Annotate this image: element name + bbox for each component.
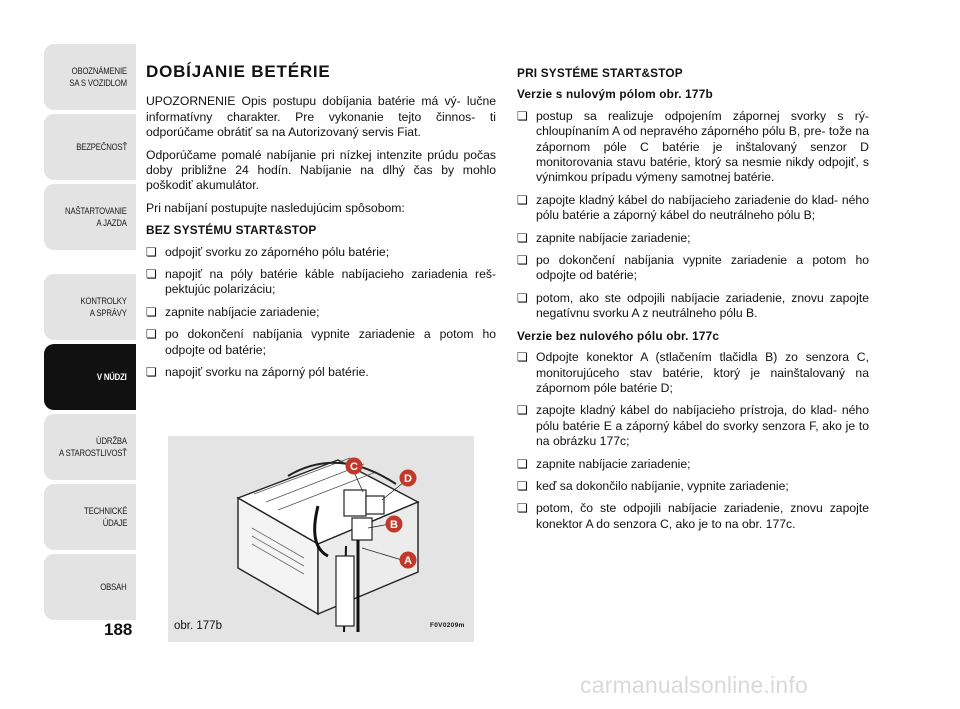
section-title: DOBÍJANIE BETÉRIE	[146, 62, 331, 81]
list-item: ❏ zapojte kladný kábel do nabíjacieho prístroja, do klad- ného pólu batérie E a záporný kábel do svorky senzora F, ako je to na obrázku 177c;	[517, 403, 869, 449]
tab-label: BEZPEČNOSŤ	[76, 142, 127, 152]
list-item: ❏ napojiť svorku na záporný pól batérie.	[146, 365, 496, 380]
tab-udrzba[interactable]	[44, 414, 136, 480]
list-item: ❏ postup sa realizuje odpojením zápornej svorky s rý- chloupínaním A od nepravého záporného pólu B, pre- tože na zápornom póle C batérie je inštalovaný senzor D monitorovania stavu batérie, ktorý sa nesmie nikdy odpojiť, s výnimkou prípadu výmeny samotnej batérie.	[517, 109, 869, 186]
steps-list-neutral-pole	[517, 109, 869, 322]
tab-bezpecnost[interactable]	[44, 114, 136, 180]
marker-b	[386, 516, 403, 533]
list-item: ❏ napojiť na póly batérie káble nabíjacieho zariadenia reš- pektujúc polarizáciu;	[146, 267, 496, 298]
marker-label: C	[350, 461, 358, 473]
tab-label: V NÚDZI	[97, 372, 127, 382]
page-number: 188	[104, 620, 133, 639]
tab-v-nudzi[interactable]	[44, 344, 136, 410]
left-column	[146, 64, 496, 388]
list-item: ❏ zapnite nabíjacie zariadenie;	[517, 457, 869, 472]
battery-illustration	[168, 436, 474, 642]
figure-code: F0V0209m	[430, 622, 465, 629]
list-item: ❏ potom, čo ste odpojili nabíjacie zariadenie, znovu zapojte konektor A do senzora C, ako je to na obr. 177c.	[517, 501, 869, 532]
list-item: ❏ odpojiť svorku zo záporného pólu batérie;	[146, 245, 496, 260]
tab-label: OBOZNÁMENIE SA S VOZIDLOM	[69, 66, 127, 88]
marker-d	[400, 470, 417, 487]
figure-caption: obr. 177b	[174, 620, 222, 632]
warning-paragraph: UPOZORNENIE Opis postupu dobíjania batérie má vý- lučne informatívny charakter. Pre vykonanie tejto činnos- ti odporúčame obrátiť sa na Autorizovaný servis Fiat.	[146, 94, 496, 140]
marker-label: D	[404, 473, 412, 485]
tab-oboznamenie[interactable]	[44, 44, 136, 110]
marker-label: B	[390, 519, 398, 531]
tab-label: TECHNICKÉ ÚDAJE	[83, 506, 127, 528]
list-item: ❏ keď sa dokončilo nabíjanie, vypnite zariadenie;	[517, 479, 869, 494]
tab-nastartovanie[interactable]	[44, 184, 136, 250]
subheading-without-start-stop: BEZ SYSTÉMU START&STOP	[146, 223, 317, 238]
list-item: ❏ po dokončení nabíjania vypnite zariadenie a potom ho odpojte od batérie;	[517, 253, 869, 284]
intro-paragraph: Odporúčame pomalé nabíjanie pri nízkej intenzite prúdu počas doby približne 24 hodín. Nabíjanie na dlhý čas by mohlo poškodiť akumulátor.	[146, 147, 496, 193]
subheading-no-neutral-pole: Verzie bez nulového pólu obr. 177c	[517, 328, 720, 343]
marker-c	[346, 458, 363, 475]
list-item: ❏ po dokončení nabíjania vypnite zariadenie a potom ho odpojte od batérie;	[146, 327, 496, 358]
battery-figure	[168, 436, 474, 642]
tab-label: OBSAH	[100, 582, 127, 592]
list-item: ❏ zapojte kladný kábel do nabíjacieho zariadenie do klad- ného pólu batérie a záporný kábel do neutrálneho pólu B;	[517, 193, 869, 224]
subheading-neutral-pole: Verzie s nulovým pólom obr. 177b	[517, 87, 713, 102]
tab-label: ÚDRŽBA A STAROSTLIVOSŤ	[59, 436, 127, 458]
subheading-with-start-stop: PRI SYSTÉME START&STOP	[517, 66, 683, 80]
tab-label: KONTROLKY A SPRÁVY	[80, 296, 127, 318]
list-item: ❏ Odpojte konektor A (stlačením tlačidla B) zo senzora C, monitorujúceho stav batérie, ktorý je nainštalovaný na zápornom póle batérie D;	[517, 350, 869, 396]
steps-list-no-neutral-pole	[517, 350, 869, 532]
tab-kontrolky[interactable]	[44, 274, 136, 340]
tab-obsah[interactable]	[44, 554, 136, 620]
tab-label: NAŠTARTOVANIE A JAZDA	[65, 206, 127, 228]
list-item: ❏ zapnite nabíjacie zariadenie;	[146, 305, 496, 320]
procedure-intro: Pri nabíjaní postupujte nasledujúcim spôsobom:	[146, 200, 405, 215]
watermark: carmanualsonline.info	[580, 672, 808, 698]
steps-list-without-start-stop	[146, 245, 496, 381]
right-column	[517, 66, 869, 539]
list-item: ❏ potom, ako ste odpojili nabíjacie zariadenie, znovu zapojte negatívnu svorku A z neutrálneho pólu B.	[517, 291, 869, 322]
marker-a	[400, 552, 417, 569]
marker-label: A	[404, 555, 412, 567]
tab-technicke-udaje[interactable]	[44, 484, 136, 550]
list-item: ❏ zapnite nabíjacie zariadenie;	[517, 231, 869, 246]
